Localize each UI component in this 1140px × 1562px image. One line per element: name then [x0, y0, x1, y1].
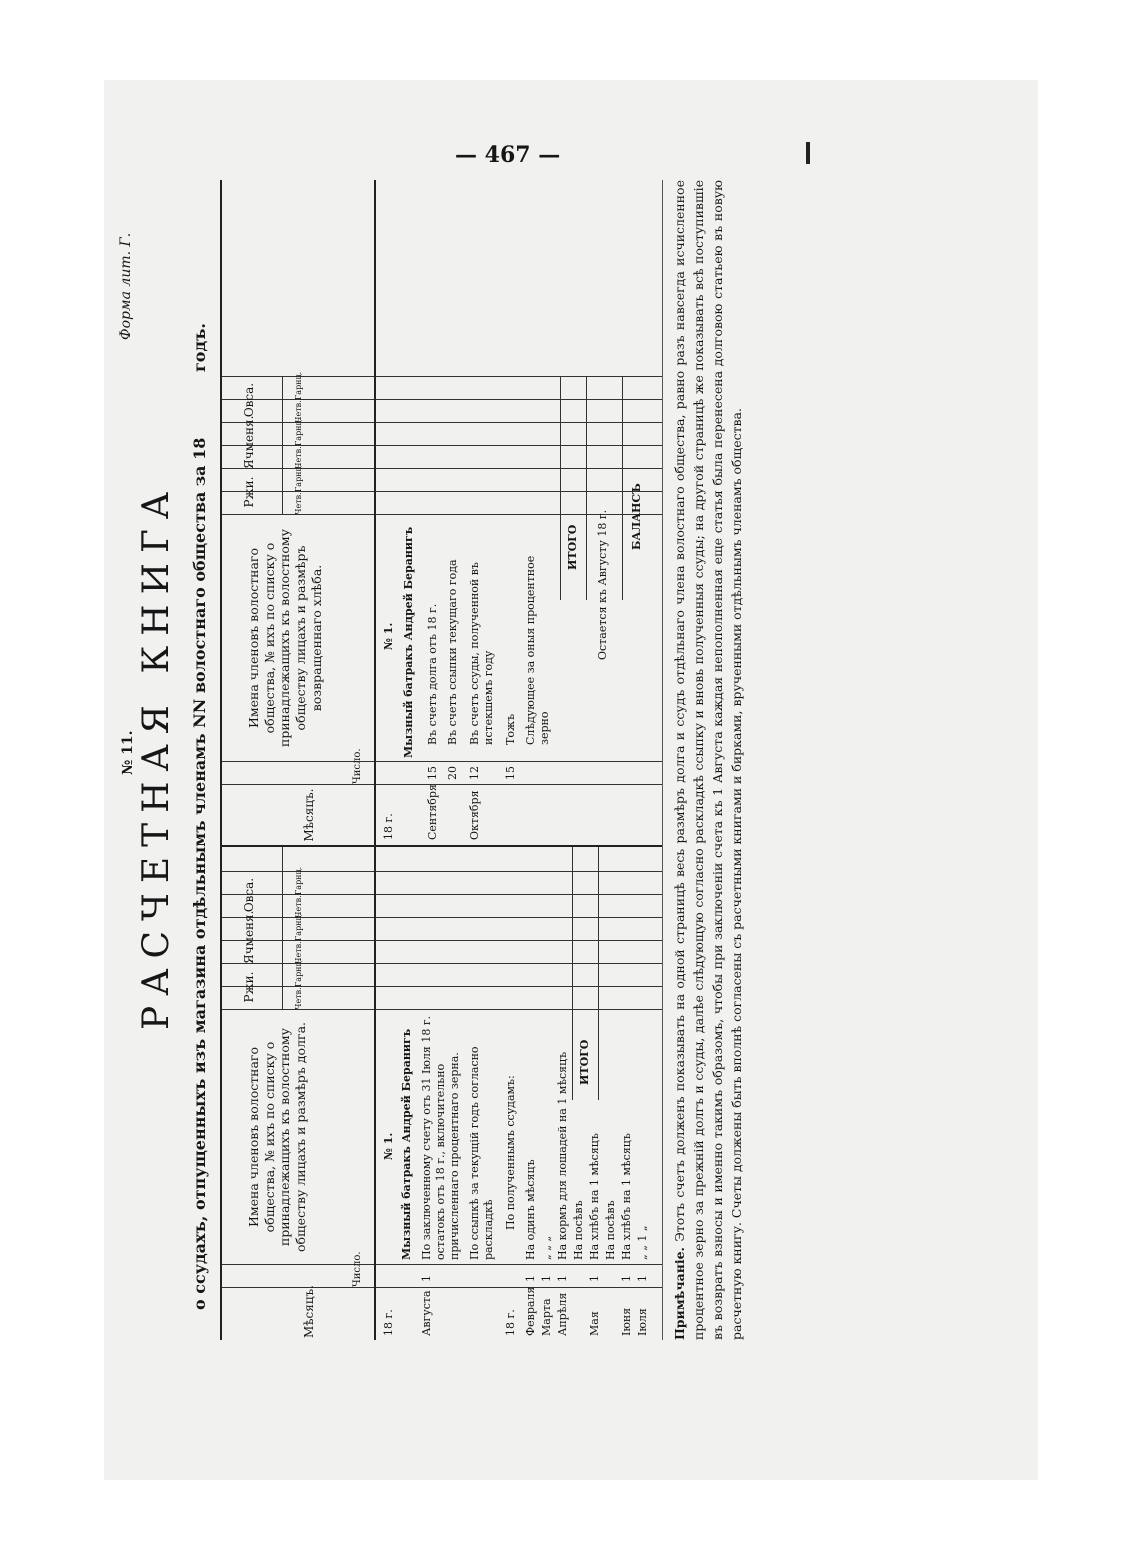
- left-oats-header: Овса.: [242, 877, 256, 913]
- footnote: [670, 180, 746, 1340]
- left-row-text: На посѣвъ: [604, 1200, 617, 1260]
- left-oats-garntsy: Гарнц.: [294, 866, 303, 895]
- left-rye-garntsy: Гарнц.: [294, 958, 303, 987]
- left-row-text: На посѣвъ: [572, 1200, 585, 1260]
- ledger-table: [220, 180, 663, 1340]
- page-subtitle-year: годъ.: [190, 323, 209, 372]
- right-row-text: Въ счетъ ссыпки текущаго года: [446, 559, 459, 745]
- left-row-text: „ „ 1 „: [636, 1225, 649, 1260]
- left-row-text: По полученнымъ ссудамъ:: [504, 1075, 517, 1230]
- edge-tick-mark: [806, 142, 810, 164]
- page-number: — 467 —: [455, 142, 561, 168]
- right-rye-header: Ржи.: [242, 476, 256, 508]
- right-row-day: 15: [426, 766, 439, 780]
- left-row-month: Февраля: [524, 1286, 537, 1336]
- right-barley-garntsy: Гарнц.: [294, 417, 303, 446]
- left-barley-chetv: Четв.: [294, 941, 303, 964]
- left-total: ИТОГО: [578, 1039, 591, 1085]
- left-row-text: На хлѣбъ на 1 мѣсяцъ: [620, 1133, 633, 1260]
- right-rye-garntsy: Гарнц.: [294, 463, 303, 492]
- left-row-text: „ „ „: [540, 1235, 553, 1260]
- right-day-header: Число.: [352, 748, 363, 784]
- right-row-month: Сентября: [426, 784, 439, 840]
- right-oats-header: Овса.: [242, 382, 256, 418]
- left-barley-garntsy: Гарнц.: [294, 912, 303, 941]
- left-row-day: 1: [540, 1275, 553, 1282]
- right-barley-header: Ячменя.: [242, 415, 256, 469]
- footnote-text: Этотъ счетъ долженъ показывать на одной страницѣ весь размѣръ долга и ссудъ отдѣльнаго члена волостнаго общества, равно разъ навсегда исчисленное процентное зерно за прежній долгъ и ссуды, далѣе слѣдующую согласно раскладкѣ ссыпку и вновь полученныя ссуды; на другой страницѣ же показывать всѣ поступившіе въ возвратъ взносы и именно такимъ образомъ, чтобы при заключеніи счета къ 1 Августа каждая непополненная еще статья была перенесена долговою статьею въ новую расчетную книгу. Счеты должены быть вполнѣ согласены съ расчетными книгами и бирками, врученными отдѣльнымъ членамъ общества.: [672, 180, 744, 1340]
- left-names-header: Имена членовъ волостнаго общества, № ихъ по списку о принадлежащихъ къ волостному обществу лицахъ и размѣръ долга.: [246, 1022, 308, 1252]
- left-oats-chetv: Четв.: [294, 895, 303, 918]
- left-row-month: Апрѣля: [556, 1292, 569, 1336]
- right-row-text: Тожъ: [504, 713, 517, 745]
- left-entry-heading: № 1.: [382, 1132, 395, 1160]
- left-row-day: 1: [588, 1275, 601, 1282]
- right-total: ИТОГО: [566, 524, 579, 570]
- rotated-form: [110, 180, 810, 1340]
- right-year-marker: 18 г.: [382, 813, 395, 840]
- left-row-day: 1: [556, 1275, 569, 1282]
- left-row-month: Іюля: [636, 1308, 649, 1336]
- form-number: № 11.: [120, 730, 136, 775]
- right-row-text: Въ счетъ долга отъ 18 г.: [426, 603, 439, 745]
- right-balance: БАЛАНСЪ: [630, 483, 643, 550]
- left-row-text: На хлѣбъ на 1 мѣсяцъ: [588, 1133, 601, 1260]
- right-row-day: 15: [504, 766, 517, 780]
- left-row-day: 1: [420, 1275, 433, 1282]
- left-row-month: Марта: [540, 1298, 553, 1336]
- left-month-header: Мѣсяцъ.: [302, 1285, 316, 1338]
- left-year-marker: 18 г.: [382, 1309, 395, 1336]
- left-barley-header: Ячменя.: [242, 910, 256, 964]
- right-row-day: 12: [468, 766, 481, 780]
- right-oats-garntsy: Гарнц.: [294, 371, 303, 400]
- left-row-day: 1: [636, 1275, 649, 1282]
- left-row-month: Іюня: [620, 1307, 633, 1336]
- right-oats-chetv: Четв.: [294, 400, 303, 423]
- form-label: Форма лит. Г.: [118, 232, 134, 340]
- right-entry-name: Мызный батракъ Андрей Беранигъ: [402, 526, 415, 758]
- left-row-text: По заключенному счету отъ 31 Іюля 18 г. остатокъ отъ 18 г., включительно причисленнаго процентнаго зерна.: [420, 1015, 461, 1260]
- left-row-text: На кормъ для лошадей на 1 мѣсяцъ: [556, 1051, 569, 1260]
- left-rye-header: Ржи.: [242, 971, 256, 1003]
- right-row-text: Слѣдующее за оныя процентное зерно: [524, 555, 551, 745]
- left-rye-chetv: Четв.: [294, 987, 303, 1010]
- right-row-day: 20: [446, 766, 459, 780]
- left-day-header: Число.: [352, 1251, 363, 1287]
- right-rye-chetv: Четв.: [294, 492, 303, 515]
- left-row-month: Августа: [420, 1290, 433, 1336]
- right-names-header: Имена членовъ волостнаго общества, № ихъ по списку о принадлежащихъ къ волостному обществу лицахъ и размѣръ возвращеннаго хлѣба.: [246, 529, 324, 747]
- footnote-label: Примѣчаніе.: [672, 1247, 687, 1340]
- left-row-text: По ссыпкѣ за текущій годъ согласно раскладкѣ: [468, 1046, 495, 1260]
- right-barley-chetv: Четв.: [294, 446, 303, 469]
- left-row-month: Мая: [588, 1311, 601, 1336]
- left-entry-name: Мызный батракъ Андрей Беранигъ: [400, 1028, 413, 1260]
- right-month-header: Мѣсяцъ.: [302, 788, 316, 842]
- page-subtitle: о ссудахъ, отпущенныхъ изъ магазина отдѣльнымъ членамъ NN волостнаго общества за 18: [190, 437, 209, 1310]
- right-entry-heading: № 1.: [382, 622, 395, 650]
- right-remaining: Остается къ Августу 18 г.: [596, 509, 609, 660]
- left-row-day: 1: [524, 1275, 537, 1282]
- left-year-marker-2: 18 г.: [504, 1309, 517, 1336]
- left-row-text: На одинъ мѣсяцъ: [524, 1159, 537, 1260]
- left-row-day: 1: [620, 1275, 633, 1282]
- right-row-text: Въ счетъ ссуды, полученной въ истекшемъ году: [468, 562, 495, 745]
- page-title: РАСЧЕТНАЯ КНИГА: [136, 481, 177, 1030]
- right-row-month: Октября: [468, 790, 481, 840]
